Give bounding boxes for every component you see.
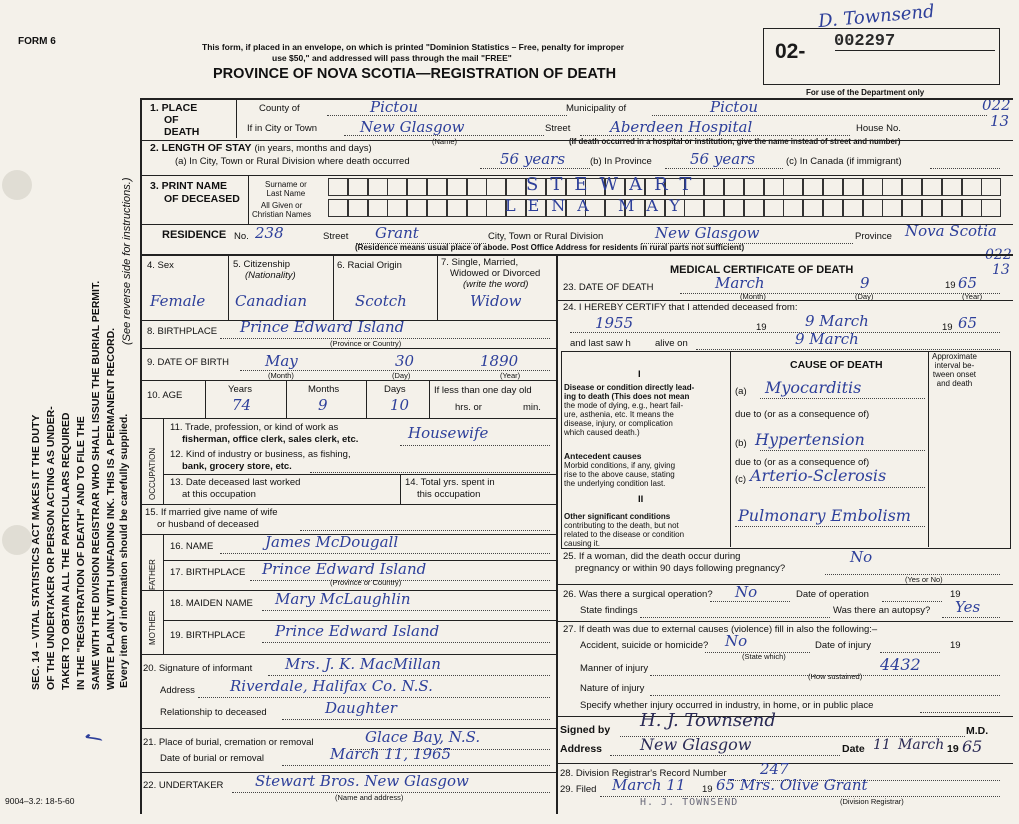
city-name-sub: (Name): [432, 137, 458, 146]
mother-birthplace-label: 19. BIRTHPLACE: [170, 630, 246, 641]
dept-mark-4: 13: [992, 262, 1010, 278]
cause-a-marker: (a): [735, 386, 747, 397]
father-birthplace-value: Prince Edward Island: [262, 560, 427, 578]
residence-city-value: New Glasgow: [655, 224, 760, 242]
name-letter-cell: [328, 178, 348, 196]
findings-label: State findings: [580, 605, 638, 616]
signed-by-label: Signed by: [560, 724, 611, 736]
form-number: FORM 6: [18, 36, 56, 47]
age-label: 10. AGE: [147, 390, 183, 401]
sign-date-label: Date: [842, 743, 865, 755]
last-saw-alive-label: alive on: [655, 338, 688, 349]
cause-of-death-title: CAUSE OF DEATH: [790, 359, 883, 371]
dob-day-value: 30: [395, 352, 415, 370]
informant-address-value: Riverdale, Halifax Co. N.S.: [230, 677, 433, 695]
manner-label: Manner of injury: [580, 663, 649, 674]
last-saw-date-value: 9 March: [795, 330, 859, 348]
age-years-value: 74: [232, 396, 252, 414]
date-of-death-label: 23. DATE OF DEATH: [563, 282, 654, 293]
physician-name-stamp: H. J. TOWNSEND: [640, 797, 739, 808]
given-names-label: All Given or Christian Names: [252, 201, 312, 219]
name-letter-cell: [882, 178, 902, 196]
accident-value: No: [725, 632, 748, 650]
burial-place-value: Glace Bay, N.S.: [365, 728, 481, 746]
name-letter-cell: [744, 178, 764, 196]
residence-street-label: Street: [323, 231, 349, 242]
form-title: PROVINCE OF NOVA SCOTIA—REGISTRATION OF DEATH: [213, 66, 617, 82]
informant-address-label: Address: [160, 685, 195, 696]
manner-sub: (How sustained): [808, 672, 863, 681]
house-no-label: House No.: [856, 123, 901, 134]
name-letter-cell: [962, 199, 982, 217]
marital-status-label: 7. Single, Married, Widowed or Divorced (write the word): [441, 257, 541, 290]
father-name-value: James McDougall: [265, 533, 399, 551]
vital-statistics-notice: SEC. 14 – VITAL STATISTICS ACT MAKES IT THE DUTY OF THE UNDERTAKER OR PERSON ACTING AS UNDER- TAKER TO OBTAIN ALL THE PARTICULARS REQUIRED IN THE "REGISTRATION OF DEATH" AND TO FILE THE SAME WITH THE DIVISION REGISTRAR WHO SHALL ISSUE THE BURIAL PERMIT. WRITE PLAINLY WITH UNFADING INK. THIS IS A PERMANENT RECORD.: [30, 280, 117, 690]
dod-day-sub: (Day): [855, 292, 874, 301]
roman-two: II: [638, 494, 644, 505]
undertaker-label: 22. UNDERTAKER: [143, 780, 224, 791]
burial-date-label: Date of burial or removal: [160, 753, 265, 764]
racial-origin-label: 6. Racial Origin: [337, 260, 402, 271]
other-conditions-value: Pulmonary Embolism: [738, 506, 911, 525]
direct-cause-value: Myocarditis: [765, 378, 862, 397]
information-note: Every item of information should be carefully supplied.: [118, 413, 130, 688]
accident-sub: (State which): [742, 652, 786, 661]
record-number-value: 247: [760, 760, 789, 778]
name-letter-cell: [942, 178, 962, 196]
name-letter-cell: [981, 199, 1001, 217]
physician-address-value: New Glasgow: [640, 735, 752, 754]
external-causes-label: 27. If death was due to external causes (violence) fill in also the following:–: [563, 624, 878, 635]
instructions-note: (See reverse side for instructions.): [121, 177, 133, 345]
dod-month-sub: (Month): [740, 292, 766, 301]
record-number-label: 28. Division Registrar's Record Number: [560, 768, 727, 779]
name-letter-cell: [486, 199, 506, 217]
undertaker-sub: (Name and address): [335, 793, 404, 802]
dod-year-sub: (Year): [962, 292, 983, 301]
name-letter-cell: [922, 178, 942, 196]
dob-year-sub: (Year): [500, 371, 521, 380]
attend-to-value: 9 March: [805, 312, 869, 330]
birthplace-sub: (Province or Country): [330, 339, 402, 348]
due-to-label-b: due to (or as a consequence of): [735, 457, 870, 468]
dod-year-value: 65: [958, 274, 978, 292]
cause-c-marker: (c): [735, 474, 747, 485]
birthplace-label: 8. BIRTHPLACE: [147, 326, 218, 337]
name-letter-cell: [486, 178, 506, 196]
name-letter-cell: [803, 178, 823, 196]
residence-province-value: Nova Scotia: [905, 222, 997, 240]
dept-mark-2: 13: [990, 112, 1010, 130]
mother-birthplace-value: Prince Edward Island: [275, 622, 440, 640]
name-letter-cell: [783, 178, 803, 196]
dept-mark-3: 022: [985, 247, 1012, 263]
stay-canada-label: (c) In Canada (if immigrant): [786, 156, 902, 167]
surname-label: Surname or Last Name: [265, 180, 307, 198]
father-birthplace-sub: (Province or Country): [330, 578, 402, 587]
manner-note: 4432: [880, 655, 921, 674]
name-letter-cell: [764, 178, 784, 196]
antecedent-desc: Morbid conditions, if any, giving rise to the above cause, stating the underlying condition last.: [564, 461, 676, 488]
dod-year-prefix: 19: [945, 280, 956, 291]
total-years-label: 14. Total yrs. spent in this occupation: [405, 477, 495, 500]
citizenship-value: Canadian: [235, 292, 308, 310]
mother-maiden-value: Mary McLaughlin: [275, 590, 411, 608]
top-signature: D. Townsend: [817, 0, 936, 33]
dob-month-value: May: [265, 352, 298, 370]
citizenship-label: 5. Citizenship (Nationality): [233, 259, 296, 281]
name-letter-cell: [724, 178, 744, 196]
sex-label: 4. Sex: [147, 260, 174, 271]
age-less-than-day-label: If less than one day old: [434, 385, 532, 396]
dod-month-value: March: [715, 274, 765, 292]
stay-province-label: (b) In Province: [590, 156, 652, 167]
birthplace-value: Prince Edward Island: [240, 318, 405, 336]
sign-date-19: 19: [947, 743, 959, 755]
name-letter-cell: [744, 199, 764, 217]
last-worked-label: 13. Date deceased last worked at this occupation: [170, 477, 301, 500]
filed-19: 19: [702, 784, 713, 795]
name-letter-cell: [427, 199, 447, 217]
filed-month-value: March 11: [612, 776, 686, 794]
pregnancy-sub: (Yes or No): [905, 575, 943, 584]
city-town-label: If in City or Town: [247, 123, 318, 134]
name-letter-cell: [843, 178, 863, 196]
residence-province-label: Province: [855, 231, 892, 242]
street-value: Aberdeen Hospital: [610, 118, 753, 136]
age-min-label: min.: [523, 402, 541, 413]
age-days-value: 10: [390, 396, 410, 414]
due-to-label-a: due to (or as a consequence of): [735, 409, 870, 420]
length-of-stay-label: 2. LENGTH OF STAY (in years, months and days): [150, 142, 372, 154]
antecedent-b-value: Hypertension: [755, 430, 865, 449]
name-letter-cell: [922, 199, 942, 217]
attend-from-value: 1955: [595, 314, 634, 332]
name-letter-cell: [348, 178, 368, 196]
burial-place-label: 21. Place of burial, cremation or removal: [143, 737, 314, 748]
sex-value: Female: [150, 292, 206, 310]
name-letter-cell: [368, 178, 388, 196]
punch-hole-bottom: [2, 525, 32, 555]
stay-city-value: 56 years: [500, 150, 566, 168]
age-months-value: 9: [318, 396, 328, 414]
age-months-label: Months: [308, 384, 340, 395]
pregnancy-value: No: [850, 548, 873, 566]
mother-maiden-label: 18. MAIDEN NAME: [170, 598, 253, 609]
name-letter-cell: [962, 178, 982, 196]
municipality-label: Municipality of: [566, 103, 627, 114]
name-letter-cell: [407, 178, 427, 196]
filed-year-value: 65: [716, 776, 736, 794]
name-letter-cell: [368, 199, 388, 217]
father-name-label: 16. NAME: [170, 541, 214, 552]
given-names-value: LENA MAY: [505, 196, 692, 215]
name-letter-cell: [981, 178, 1001, 196]
relationship-value: Daughter: [325, 699, 397, 717]
county-value: Pictou: [370, 98, 419, 116]
form-code: 9004–3.2: 18-5-60: [5, 796, 75, 806]
name-letter-cell: [803, 199, 823, 217]
name-letter-cell: [447, 178, 467, 196]
residence-street-value: Grant: [375, 224, 419, 242]
attend-to-19: 19: [942, 322, 953, 333]
operation-date-label: Date of operation: [796, 589, 869, 600]
street-label: Street: [545, 123, 571, 134]
other-conditions-label: Other significant conditions contributing to the death, but not related to the disease or condition causing it.: [564, 512, 685, 548]
stay-province-value: 56 years: [690, 150, 756, 168]
registrar-sub: (Division Registrar): [840, 797, 904, 806]
cause-b-marker: (b): [735, 438, 747, 449]
attend-to-year: 65: [958, 314, 978, 332]
name-letter-cell: [467, 199, 487, 217]
name-letter-cell: [843, 199, 863, 217]
operation-label: 26. Was there a surgical operation?: [563, 589, 713, 600]
registrar-name-value: Mrs. Olive Grant: [740, 776, 868, 794]
name-letter-cell: [942, 199, 962, 217]
place-of-death-label: 1. PLACE OF DEATH: [150, 102, 200, 138]
date-of-birth-label: 9. DATE OF BIRTH: [147, 357, 229, 368]
name-letter-cell: [863, 199, 883, 217]
father-side-label: FATHER: [148, 559, 157, 590]
age-days-label: Days: [384, 384, 406, 395]
physician-address-label: Address: [560, 743, 603, 755]
residence-city-label: City, Town or Rural Division: [488, 231, 604, 242]
age-years-label: Years: [228, 384, 252, 395]
medical-certificate-title: MEDICAL CERTIFICATE OF DEATH: [670, 264, 854, 276]
injury-date-19: 19: [950, 640, 961, 651]
department-use-label: For use of the Department only: [806, 88, 925, 97]
dod-day-value: 9: [860, 274, 870, 292]
municipality-value: Pictou: [710, 98, 759, 116]
name-letter-cell: [447, 199, 467, 217]
name-letter-cell: [407, 199, 427, 217]
occupation-side-label: OCCUPATION: [148, 447, 157, 500]
name-letter-cell: [704, 199, 724, 217]
sign-date-month: March: [898, 737, 945, 753]
father-birthplace-label: 17. BIRTHPLACE: [170, 567, 246, 578]
county-label: County of: [259, 103, 300, 114]
name-letter-cell: [506, 178, 526, 196]
autopsy-label: Was there an autopsy?: [833, 605, 931, 616]
hospital-note: (If death occurred in a hospital or institution, give the name instead of street and number): [569, 137, 901, 146]
burial-date-value: March 11, 1965: [330, 745, 452, 763]
dob-day-sub: (Day): [392, 371, 411, 380]
md-label: M.D.: [966, 725, 989, 737]
direct-cause-label: Disease or condition directly lead- ing to death (This does not mean the mode of dying, e.g., heart fail- ure, asthenia, etc. It means the disease, injury, or complication which caused death.): [564, 383, 695, 437]
name-letter-cell: [764, 199, 784, 217]
residence-no-label: No.: [234, 231, 249, 242]
dob-year-value: 1890: [480, 352, 519, 370]
city-town-value: New Glasgow: [360, 118, 465, 136]
accident-label: Accident, suicide or homicide?: [580, 640, 709, 651]
residence-note: (Residence means usual place of abode. Post Office Address for residents in rural parts not sufficient): [355, 243, 745, 252]
pen-check-mark: ✓: [75, 722, 107, 753]
operation-value: No: [735, 583, 758, 601]
name-letter-cell: [783, 199, 803, 217]
trade-value: Housewife: [408, 424, 489, 442]
antecedent-c-value: Arterio-Sclerosis: [750, 466, 887, 485]
name-letter-cell: [467, 178, 487, 196]
injury-date-label: Date of injury: [815, 640, 871, 651]
sign-date-day: 11: [873, 737, 891, 753]
industry-label: 12. Kind of industry or business, as fishing, bank, grocery store, etc.: [170, 449, 351, 472]
undertaker-value: Stewart Bros. New Glasgow: [255, 772, 469, 790]
physician-signature: H. J. Townsend: [640, 710, 776, 731]
name-letter-cell: [902, 199, 922, 217]
informant-signature-label: 20. Signature of informant: [143, 663, 253, 674]
attend-from-19: 19: [756, 322, 767, 333]
marital-status-value: Widow: [470, 292, 522, 310]
informant-signature-value: Mrs. J. K. MacMillan: [285, 655, 441, 673]
envelope-note-1: This form, if placed in an envelope, on which is printed "Dominion Statistics – Free, penalty for improper: [202, 42, 625, 52]
pregnancy-label: 25. If a woman, did the death occur during pregnancy or within 90 days following pregnancy?: [563, 551, 786, 574]
name-letter-cell: [387, 178, 407, 196]
envelope-note-2: use $50," and addressed will pass through the mail "FREE": [272, 53, 512, 63]
residence-label: RESIDENCE: [162, 229, 227, 241]
print-name-label: 3. PRINT NAME OF DECEASED: [150, 180, 240, 205]
mother-side-label: MOTHER: [148, 610, 157, 645]
name-letter-cell: [724, 199, 744, 217]
name-letter-cell: [823, 199, 843, 217]
certify-label: 24. I HEREBY CERTIFY that I attended deceased from:: [563, 302, 798, 313]
autopsy-value: Yes: [955, 598, 981, 616]
operation-date-19: 19: [950, 589, 961, 600]
name-letter-cell: [882, 199, 902, 217]
filed-label: 29. Filed: [560, 784, 597, 795]
punch-hole-top: [2, 170, 32, 200]
registration-number-box: [763, 28, 1000, 85]
last-saw-label: and last saw h: [570, 338, 631, 349]
name-letter-cell: [427, 178, 447, 196]
sign-date-year: 65: [962, 737, 983, 756]
dob-month-sub: (Month): [268, 371, 294, 380]
trade-label: 11. Trade, profession, or kind of work as fisherman, office clerk, sales clerk, etc.: [170, 422, 359, 445]
name-letter-cell: [902, 178, 922, 196]
dept-mark-1: 022: [982, 96, 1011, 114]
surname-value: STEWART: [526, 174, 704, 195]
racial-origin-value: Scotch: [355, 292, 407, 310]
antecedent-label: Antecedent causes: [564, 451, 642, 461]
name-letter-cell: [348, 199, 368, 217]
name-letter-cell: [328, 199, 348, 217]
name-letter-cell: [704, 178, 724, 196]
registration-prefix: 02-: [775, 40, 806, 63]
interval-label: Approximate interval be- tween onset and death: [932, 352, 977, 388]
spouse-label: 15. If married give name of wife or husband of deceased: [145, 507, 278, 530]
name-letter-cell: [387, 199, 407, 217]
stay-city-label: (a) In City, Town or Rural Division where death occurred: [175, 156, 410, 167]
specify-label: Specify whether injury occurred in industry, in home, or in public place: [580, 700, 874, 711]
relationship-label: Relationship to deceased: [160, 707, 267, 718]
name-letter-cell: [863, 178, 883, 196]
nature-label: Nature of injury: [580, 683, 645, 694]
age-hrs-label: hrs. or: [455, 402, 482, 413]
roman-one: I: [638, 369, 641, 380]
name-letter-cell: [823, 178, 843, 196]
registration-number: 002297: [834, 32, 896, 51]
residence-no-value: 238: [255, 224, 284, 242]
